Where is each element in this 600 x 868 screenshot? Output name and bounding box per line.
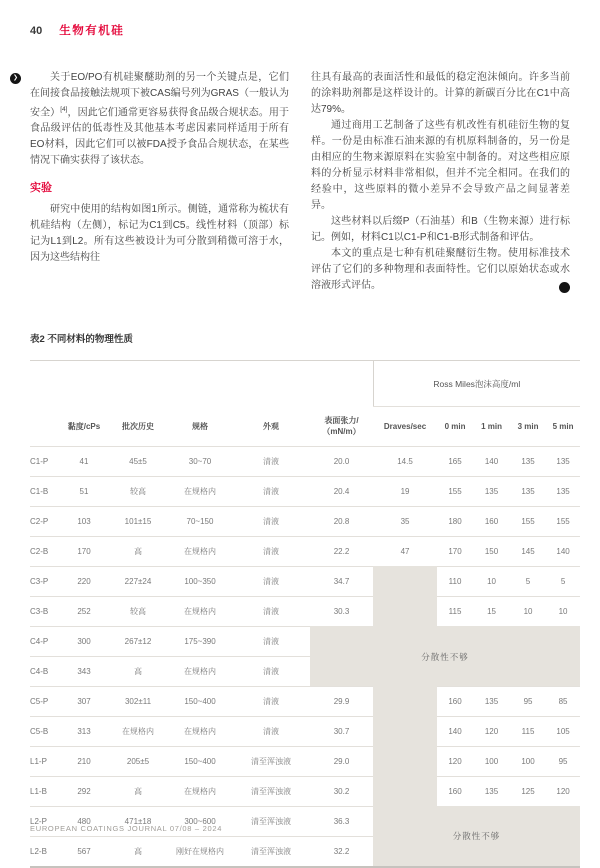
row-label: C5-P (30, 687, 60, 717)
table-cell: 30~70 (188, 457, 212, 466)
table-cell: 101±15 (108, 507, 168, 537)
paragraph (311, 246, 585, 294)
table-cell: 35 (373, 507, 437, 537)
table-cell: 145 (510, 537, 546, 567)
table-cell: 高 (108, 537, 168, 567)
table-cell: 19 (373, 477, 437, 507)
table-cell: 32.2 (310, 837, 373, 867)
table-cell: 180 (437, 507, 473, 537)
row-label: C2-P (30, 507, 60, 537)
table-cell: 160 (473, 507, 510, 537)
table-cell: 34.7 (310, 567, 373, 597)
table-cell: 150 (473, 537, 510, 567)
table-cell: 292 (60, 777, 108, 807)
table-row (30, 537, 580, 567)
table-cell: 110 (437, 567, 473, 597)
table-cell: 105 (546, 717, 580, 747)
table-cell: 15 (473, 597, 510, 627)
table-cell: 29.9 (310, 687, 373, 717)
row-label: C2-B (30, 537, 60, 567)
table-cell: 清液 (232, 507, 310, 537)
table-cell: 5 (546, 567, 580, 597)
section-title: 生物有机硅 (59, 25, 125, 37)
table-cell: 313 (60, 717, 108, 747)
table-cell: 95 (510, 687, 546, 717)
table-cell: 300 (60, 627, 108, 657)
table-cell (373, 747, 437, 777)
row-label: C4-P (30, 627, 60, 657)
column-header: 表面张力/（mN/m） (310, 407, 373, 447)
row-label: L1-B (30, 777, 60, 807)
table-cell: 70~150 (168, 507, 232, 537)
table-cell: 10 (546, 597, 580, 627)
table-cell: 在规格内 (168, 477, 232, 507)
table-cell: 135 (473, 687, 510, 717)
table-cell: 较高 (108, 597, 168, 627)
paragraph-text: 关于EO/PO有机硅聚醚助剂的另一个关键点是，它们在间接食品接触法规项下被CAS编号列为GRAS（一般认为安全） (30, 72, 289, 119)
table-cell: 267±12 (108, 627, 168, 657)
article-end-arrow-icon: ❯ (559, 282, 570, 293)
table-row (30, 687, 580, 717)
column-header: Draves/sec (373, 407, 437, 447)
row-label: C1-P (30, 457, 49, 466)
table-cell: 175~390 (168, 627, 232, 657)
dispersion-note-cell: 分散性不够 (373, 807, 580, 867)
paragraph-text: ，因此它们通常更容易获得食品级合规状态。用于食品级评估的低毒性及其他基本考虑因素同样适用于所有EO材料，因此它们可以被FDA授予食品合规状态，在某些情况下确实获得了该状态。 (30, 107, 290, 167)
table-row (30, 597, 580, 627)
row-label: C3-P (30, 567, 60, 597)
table-cell: 103 (60, 507, 108, 537)
table-cell: 307 (60, 687, 108, 717)
table-row (30, 447, 580, 477)
row-label: C1-B (30, 477, 60, 507)
table-cell: 115 (510, 717, 546, 747)
table-cell: 135 (556, 457, 570, 466)
article-columns (12, 70, 585, 294)
table-cell: 480 (60, 807, 108, 837)
journal-footer: EUROPEAN COATINGS JOURNAL 07/08 – 2024 (30, 824, 223, 833)
table-row (30, 507, 580, 537)
paragraph: 研究中使用的结构如图1所示。侧链，通常称为梳状有机硅结构（左侧），标记为C1到C5。线性材料（顶部）标记为L1到L2。所有这些被设计为可分散到稍微可溶于水，因为这些结构往 (30, 204, 289, 264)
table-cell: 36.3 (310, 807, 373, 837)
table-cell: 120 (546, 777, 580, 807)
table-cell: 清液 (232, 627, 310, 657)
table-cell: 清液 (232, 717, 310, 747)
row-label: L2-P (30, 807, 60, 837)
dispersion-note-cell: 分散性不够 (310, 627, 580, 687)
table-cell: 清液 (263, 457, 279, 466)
table-cell: 30.7 (310, 717, 373, 747)
table-cell: 清液 (232, 687, 310, 717)
table-cell: 较高 (108, 477, 168, 507)
column-header-row (30, 407, 580, 447)
table-cell: 在规格内 (168, 597, 232, 627)
page-header (30, 22, 570, 38)
left-column (12, 70, 290, 294)
column-header: 规格 (168, 407, 232, 447)
column-header: 3 min (510, 407, 546, 447)
table-cell: 135 (473, 777, 510, 807)
table-cell: 高 (108, 777, 168, 807)
table-cell: 252 (60, 597, 108, 627)
table-cell (373, 687, 437, 717)
table-cell: 20.8 (310, 507, 373, 537)
paragraph: 通过商用工艺制备了这些有机改性有机硅衍生物的复样。一份是由标准石油来源的有机原料制备的，另一份是由相应的生物来源原料在实验室中制备的。对这些相应原料的分析显示材料非常相似，但并不完全相同。在我们的经验中，这些原料的微小差异不会导致产品之间显著差异。 (311, 120, 570, 211)
table-cell: 135 (521, 457, 535, 466)
table-cell: 165 (448, 457, 462, 466)
table-cell: 150~400 (168, 747, 232, 777)
row-label: C5-B (30, 717, 60, 747)
table-cell: 45±5 (129, 457, 147, 466)
table-cell: 120 (437, 747, 473, 777)
column-header (30, 407, 60, 447)
table-cell: 10 (510, 597, 546, 627)
table-row (30, 477, 580, 507)
table-cell: 150~400 (168, 687, 232, 717)
table-cell (373, 567, 437, 597)
properties-table (30, 360, 580, 868)
table-cell: 155 (437, 477, 473, 507)
group-header-spacer (30, 361, 373, 407)
table-cell: 343 (60, 657, 108, 687)
table-cell: 5 (510, 567, 546, 597)
table-cell: 47 (373, 537, 437, 567)
table-cell (373, 597, 437, 627)
table-cell: 300~600 (168, 807, 232, 837)
table-cell: 115 (437, 597, 473, 627)
table-cell: 14.5 (397, 457, 413, 466)
table-cell: 清液 (232, 567, 310, 597)
table-cell: 清液 (232, 477, 310, 507)
table-cell: 清液 (232, 537, 310, 567)
table-cell: 125 (510, 777, 546, 807)
table-cell: 100 (510, 747, 546, 777)
table-cell (373, 717, 437, 747)
table-cell: 205±5 (108, 747, 168, 777)
table-cell: 160 (437, 687, 473, 717)
table-head (30, 361, 580, 447)
row-label: L2-B (30, 837, 60, 867)
table-cell: 135 (510, 477, 546, 507)
table-row (30, 567, 580, 597)
table-cell: 135 (473, 477, 510, 507)
table-cell: 在规格内 (168, 657, 232, 687)
row-label: L1-P (30, 747, 60, 777)
paragraph (30, 70, 289, 169)
page-number: 40 (30, 25, 43, 37)
table-cell: 29.0 (310, 747, 373, 777)
column-header: 批次历史 (108, 407, 168, 447)
table-cell: 清至浑浊液 (232, 747, 310, 777)
column-header: 外观 (232, 407, 310, 447)
table-cell: 140 (484, 457, 499, 466)
table-cell: 41 (79, 457, 89, 466)
table-cell: 170 (437, 537, 473, 567)
table-cell: 170 (60, 537, 108, 567)
table-cell: 高 (108, 837, 168, 867)
table-cell: 471±18 (108, 807, 168, 837)
column-header: 0 min (437, 407, 473, 447)
table-cell: 在规格内 (168, 717, 232, 747)
table-cell: 302±11 (108, 687, 168, 717)
table-cell: 567 (60, 837, 108, 867)
row-label: C4-B (30, 657, 60, 687)
column-header: 1 min (473, 407, 510, 447)
paragraph: 往具有最高的表面活性和最低的稳定泡沫倾向。许多当前的涂料助剂都是这样设计的。计算的新碳百分比在C1中高达79%。 (311, 72, 570, 115)
table-row (30, 717, 580, 747)
table-cell: 140 (546, 537, 580, 567)
table-cell: 100~350 (168, 567, 232, 597)
table-cell: 在规格内 (168, 537, 232, 567)
table-cell: 155 (510, 507, 546, 537)
table-cell: 刚好在规格内 (168, 837, 232, 867)
paragraph: 这些材料以后缀P（石油基）和B（生物来源）进行标记。例如，材料C1以C1-P和C1-B形式制备和评估。 (311, 216, 570, 243)
table-cell: 30.2 (310, 777, 373, 807)
table-row (30, 627, 580, 657)
table-cell: 85 (546, 687, 580, 717)
continuation-arrow-icon: ❯ (10, 73, 21, 84)
paragraph-text: 本文的重点是七种有机硅聚醚衍生物。使用标准技术评估了它们的多种物理和表面特性。它们以原始状态或水溶液形式评估。 (311, 248, 570, 291)
table-cell: 210 (60, 747, 108, 777)
table-cell: 在规格内 (168, 777, 232, 807)
table-cell: 220 (60, 567, 108, 597)
row-label: C3-B (30, 597, 60, 627)
table-cell: 120 (473, 717, 510, 747)
table-cell: 135 (546, 477, 580, 507)
table-cell: 22.2 (310, 537, 373, 567)
column-header: 5 min (546, 407, 580, 447)
footnote-reference: [4] (60, 106, 68, 113)
table-cell: 30.3 (310, 597, 373, 627)
table-row (30, 747, 580, 777)
table-cell: 清液 (232, 597, 310, 627)
ross-miles-group-header: Ross Miles泡沫高度/ml (373, 361, 580, 407)
table-cell: 160 (437, 777, 473, 807)
table-cell: 在规格内 (108, 717, 168, 747)
table-body (30, 447, 580, 867)
table-title: 表2 不同材料的物理性质 (30, 334, 133, 345)
table-row (30, 777, 580, 807)
table-cell: 高 (108, 657, 168, 687)
table-cell: 20.0 (333, 457, 350, 466)
table-cell: 51 (60, 477, 108, 507)
table-cell: 清至浑浊液 (232, 807, 310, 837)
group-header-row (30, 361, 580, 407)
table-cell: 10 (473, 567, 510, 597)
column-header: 黏度/cPs (60, 407, 108, 447)
table-cell: 155 (546, 507, 580, 537)
table-cell: 清至浑浊液 (232, 837, 310, 867)
experiment-heading: 实验 (30, 182, 52, 195)
table-section (30, 331, 574, 868)
table-cell (373, 777, 437, 807)
table-cell: 100 (473, 747, 510, 777)
table-cell: 227±24 (108, 567, 168, 597)
table-cell: 20.4 (310, 477, 373, 507)
table-cell: 清至浑浊液 (232, 777, 310, 807)
table-cell: 清液 (232, 657, 310, 687)
right-column (311, 70, 585, 294)
table-cell: 95 (546, 747, 580, 777)
table-cell: 140 (437, 717, 473, 747)
